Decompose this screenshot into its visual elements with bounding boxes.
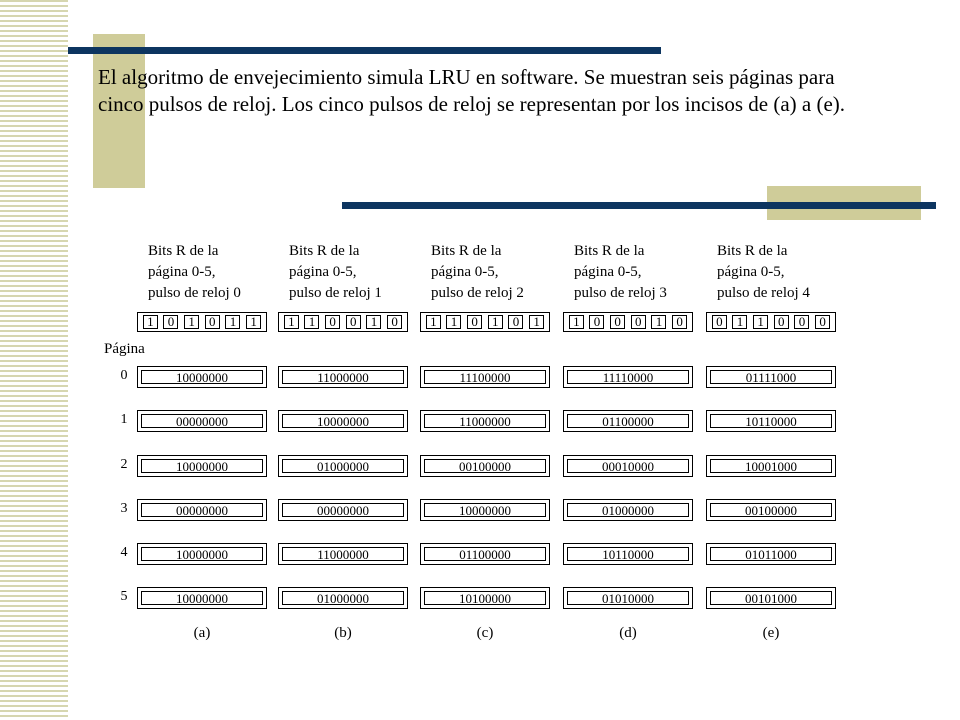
aging-counter-value: 00100000 xyxy=(424,459,546,473)
r-bit-cell: 0 xyxy=(774,315,789,329)
r-bit-cell: 1 xyxy=(225,315,240,329)
page-number-label: 4 xyxy=(120,545,128,560)
aging-counter-box xyxy=(706,455,836,477)
r-bit-cell: 0 xyxy=(346,315,361,329)
aging-counter-value: 00010000 xyxy=(567,459,689,473)
r-bit-cell: 1 xyxy=(732,315,747,329)
r-bit-cell: 0 xyxy=(325,315,340,329)
column-header-line: Bits R de la xyxy=(574,243,645,259)
r-bit-cell: 1 xyxy=(143,315,158,329)
page-number-label: 3 xyxy=(120,501,128,516)
clock-tick-label: (a) xyxy=(193,625,211,641)
r-bit-cell: 1 xyxy=(488,315,503,329)
aging-counter-box xyxy=(420,410,550,432)
column-header xyxy=(717,241,857,304)
column-header-line: página 0-5, xyxy=(431,264,499,280)
column-header-line: Bits R de la xyxy=(289,243,360,259)
aging-counter-value: 01111000 xyxy=(710,370,832,384)
aging-counter-box xyxy=(420,587,550,609)
top-divider-bar xyxy=(68,47,661,54)
r-bit-cell: 1 xyxy=(529,315,544,329)
clock-tick-label: (d) xyxy=(619,625,637,641)
column-header xyxy=(431,241,571,304)
r-bit-cell: 1 xyxy=(753,315,768,329)
left-stripe-decoration xyxy=(0,0,68,720)
r-bit-cell: 0 xyxy=(205,315,220,329)
aging-counter-value: 10000000 xyxy=(141,591,263,605)
aging-counter-value: 01000000 xyxy=(282,591,404,605)
slide-title: El algoritmo de envejecimiento simula LRU en software. Se muestran seis páginas para cinco pulsos de reloj. Los cinco pulsos de reloj se representan por los incisos de (a) a (e). xyxy=(98,65,846,116)
clock-tick-label: (b) xyxy=(334,625,352,641)
aging-counter-box xyxy=(278,543,408,565)
r-bits-register xyxy=(137,312,267,332)
aging-counter-value: 00000000 xyxy=(141,414,263,428)
r-bit-cell: 1 xyxy=(246,315,261,329)
aging-counter-box xyxy=(706,499,836,521)
aging-counter-value: 01011000 xyxy=(710,547,832,561)
aging-counter-box xyxy=(563,455,693,477)
aging-counter-box xyxy=(420,366,550,388)
r-bit-cell: 1 xyxy=(446,315,461,329)
aging-counter-box xyxy=(420,455,550,477)
r-bit-cell: 1 xyxy=(651,315,666,329)
column-header-line: página 0-5, xyxy=(289,264,357,280)
r-bit-cell: 0 xyxy=(794,315,809,329)
aging-counter-value: 11110000 xyxy=(567,370,689,384)
aging-counter-value: 01010000 xyxy=(567,591,689,605)
page-number-label: 1 xyxy=(120,412,128,427)
aging-counter-box xyxy=(706,410,836,432)
aging-counter-value: 10000000 xyxy=(424,503,546,517)
aging-counter-box xyxy=(278,587,408,609)
column-header-line: pulso de reloj 3 xyxy=(574,285,667,301)
aging-counter-box xyxy=(420,543,550,565)
aging-counter-value: 10000000 xyxy=(141,459,263,473)
clock-tick-label: (c) xyxy=(476,625,494,641)
aging-counter-box xyxy=(137,543,267,565)
r-bits-register xyxy=(563,312,693,332)
aging-counter-value: 00101000 xyxy=(710,591,832,605)
page-axis-label: Página xyxy=(104,341,145,357)
aging-counter-box xyxy=(278,410,408,432)
r-bit-cell: 0 xyxy=(610,315,625,329)
page-number-label: 5 xyxy=(120,589,128,604)
aging-counter-value: 01100000 xyxy=(567,414,689,428)
column-header-line: Bits R de la xyxy=(431,243,502,259)
aging-counter-box xyxy=(420,499,550,521)
aging-counter-value: 01000000 xyxy=(567,503,689,517)
column-header-line: página 0-5, xyxy=(717,264,785,280)
aging-counter-box xyxy=(137,499,267,521)
aging-counter-box xyxy=(706,366,836,388)
page-number-label: 0 xyxy=(120,368,128,383)
r-bits-register xyxy=(420,312,550,332)
aging-counter-value: 00100000 xyxy=(710,503,832,517)
r-bit-cell: 0 xyxy=(631,315,646,329)
r-bits-register xyxy=(706,312,836,332)
aging-counter-box xyxy=(137,410,267,432)
aging-counter-box xyxy=(278,499,408,521)
r-bit-cell: 1 xyxy=(426,315,441,329)
aging-counter-value: 10000000 xyxy=(141,547,263,561)
column-header-line: Bits R de la xyxy=(148,243,219,259)
page-number-label: 2 xyxy=(120,457,128,472)
r-bit-cell: 0 xyxy=(712,315,727,329)
aging-counter-value: 10001000 xyxy=(710,459,832,473)
aging-counter-value: 11000000 xyxy=(282,547,404,561)
column-header xyxy=(289,241,429,304)
aging-counter-value: 10000000 xyxy=(141,370,263,384)
r-bit-cell: 0 xyxy=(589,315,604,329)
aging-counter-value: 01100000 xyxy=(424,547,546,561)
r-bit-cell: 0 xyxy=(672,315,687,329)
aging-counter-box xyxy=(563,499,693,521)
column-header-line: página 0-5, xyxy=(574,264,642,280)
aging-counter-value: 11100000 xyxy=(424,370,546,384)
aging-counter-value: 10000000 xyxy=(282,414,404,428)
column-header-line: pulso de reloj 4 xyxy=(717,285,810,301)
aging-counter-box xyxy=(563,543,693,565)
clock-tick-label: (e) xyxy=(762,625,780,641)
aging-counter-box xyxy=(563,587,693,609)
r-bit-cell: 1 xyxy=(304,315,319,329)
column-header-line: página 0-5, xyxy=(148,264,216,280)
column-header xyxy=(148,241,288,304)
aging-counter-box xyxy=(137,366,267,388)
r-bit-cell: 1 xyxy=(569,315,584,329)
aging-counter-value: 10110000 xyxy=(567,547,689,561)
column-header-line: pulso de reloj 1 xyxy=(289,285,382,301)
r-bit-cell: 1 xyxy=(284,315,299,329)
middle-divider-bar xyxy=(342,202,936,209)
column-header-line: pulso de reloj 0 xyxy=(148,285,241,301)
r-bit-cell: 0 xyxy=(467,315,482,329)
aging-counter-value: 00000000 xyxy=(141,503,263,517)
aging-counter-box xyxy=(278,455,408,477)
aging-counter-box xyxy=(563,410,693,432)
r-bit-cell: 1 xyxy=(184,315,199,329)
aging-counter-box xyxy=(706,587,836,609)
column-header xyxy=(574,241,714,304)
aging-counter-value: 11000000 xyxy=(282,370,404,384)
r-bit-cell: 1 xyxy=(366,315,381,329)
r-bit-cell: 0 xyxy=(387,315,402,329)
aging-counter-value: 01000000 xyxy=(282,459,404,473)
r-bits-register xyxy=(278,312,408,332)
aging-counter-value: 00000000 xyxy=(282,503,404,517)
aging-counter-box xyxy=(563,366,693,388)
aging-counter-box xyxy=(137,587,267,609)
r-bit-cell: 0 xyxy=(508,315,523,329)
aging-counter-box xyxy=(278,366,408,388)
column-header-line: Bits R de la xyxy=(717,243,788,259)
r-bit-cell: 0 xyxy=(815,315,830,329)
aging-counter-value: 10110000 xyxy=(710,414,832,428)
column-header-line: pulso de reloj 2 xyxy=(431,285,524,301)
aging-counter-box xyxy=(706,543,836,565)
aging-counter-box xyxy=(137,455,267,477)
r-bit-cell: 0 xyxy=(163,315,178,329)
aging-counter-value: 11000000 xyxy=(424,414,546,428)
aging-counter-value: 10100000 xyxy=(424,591,546,605)
